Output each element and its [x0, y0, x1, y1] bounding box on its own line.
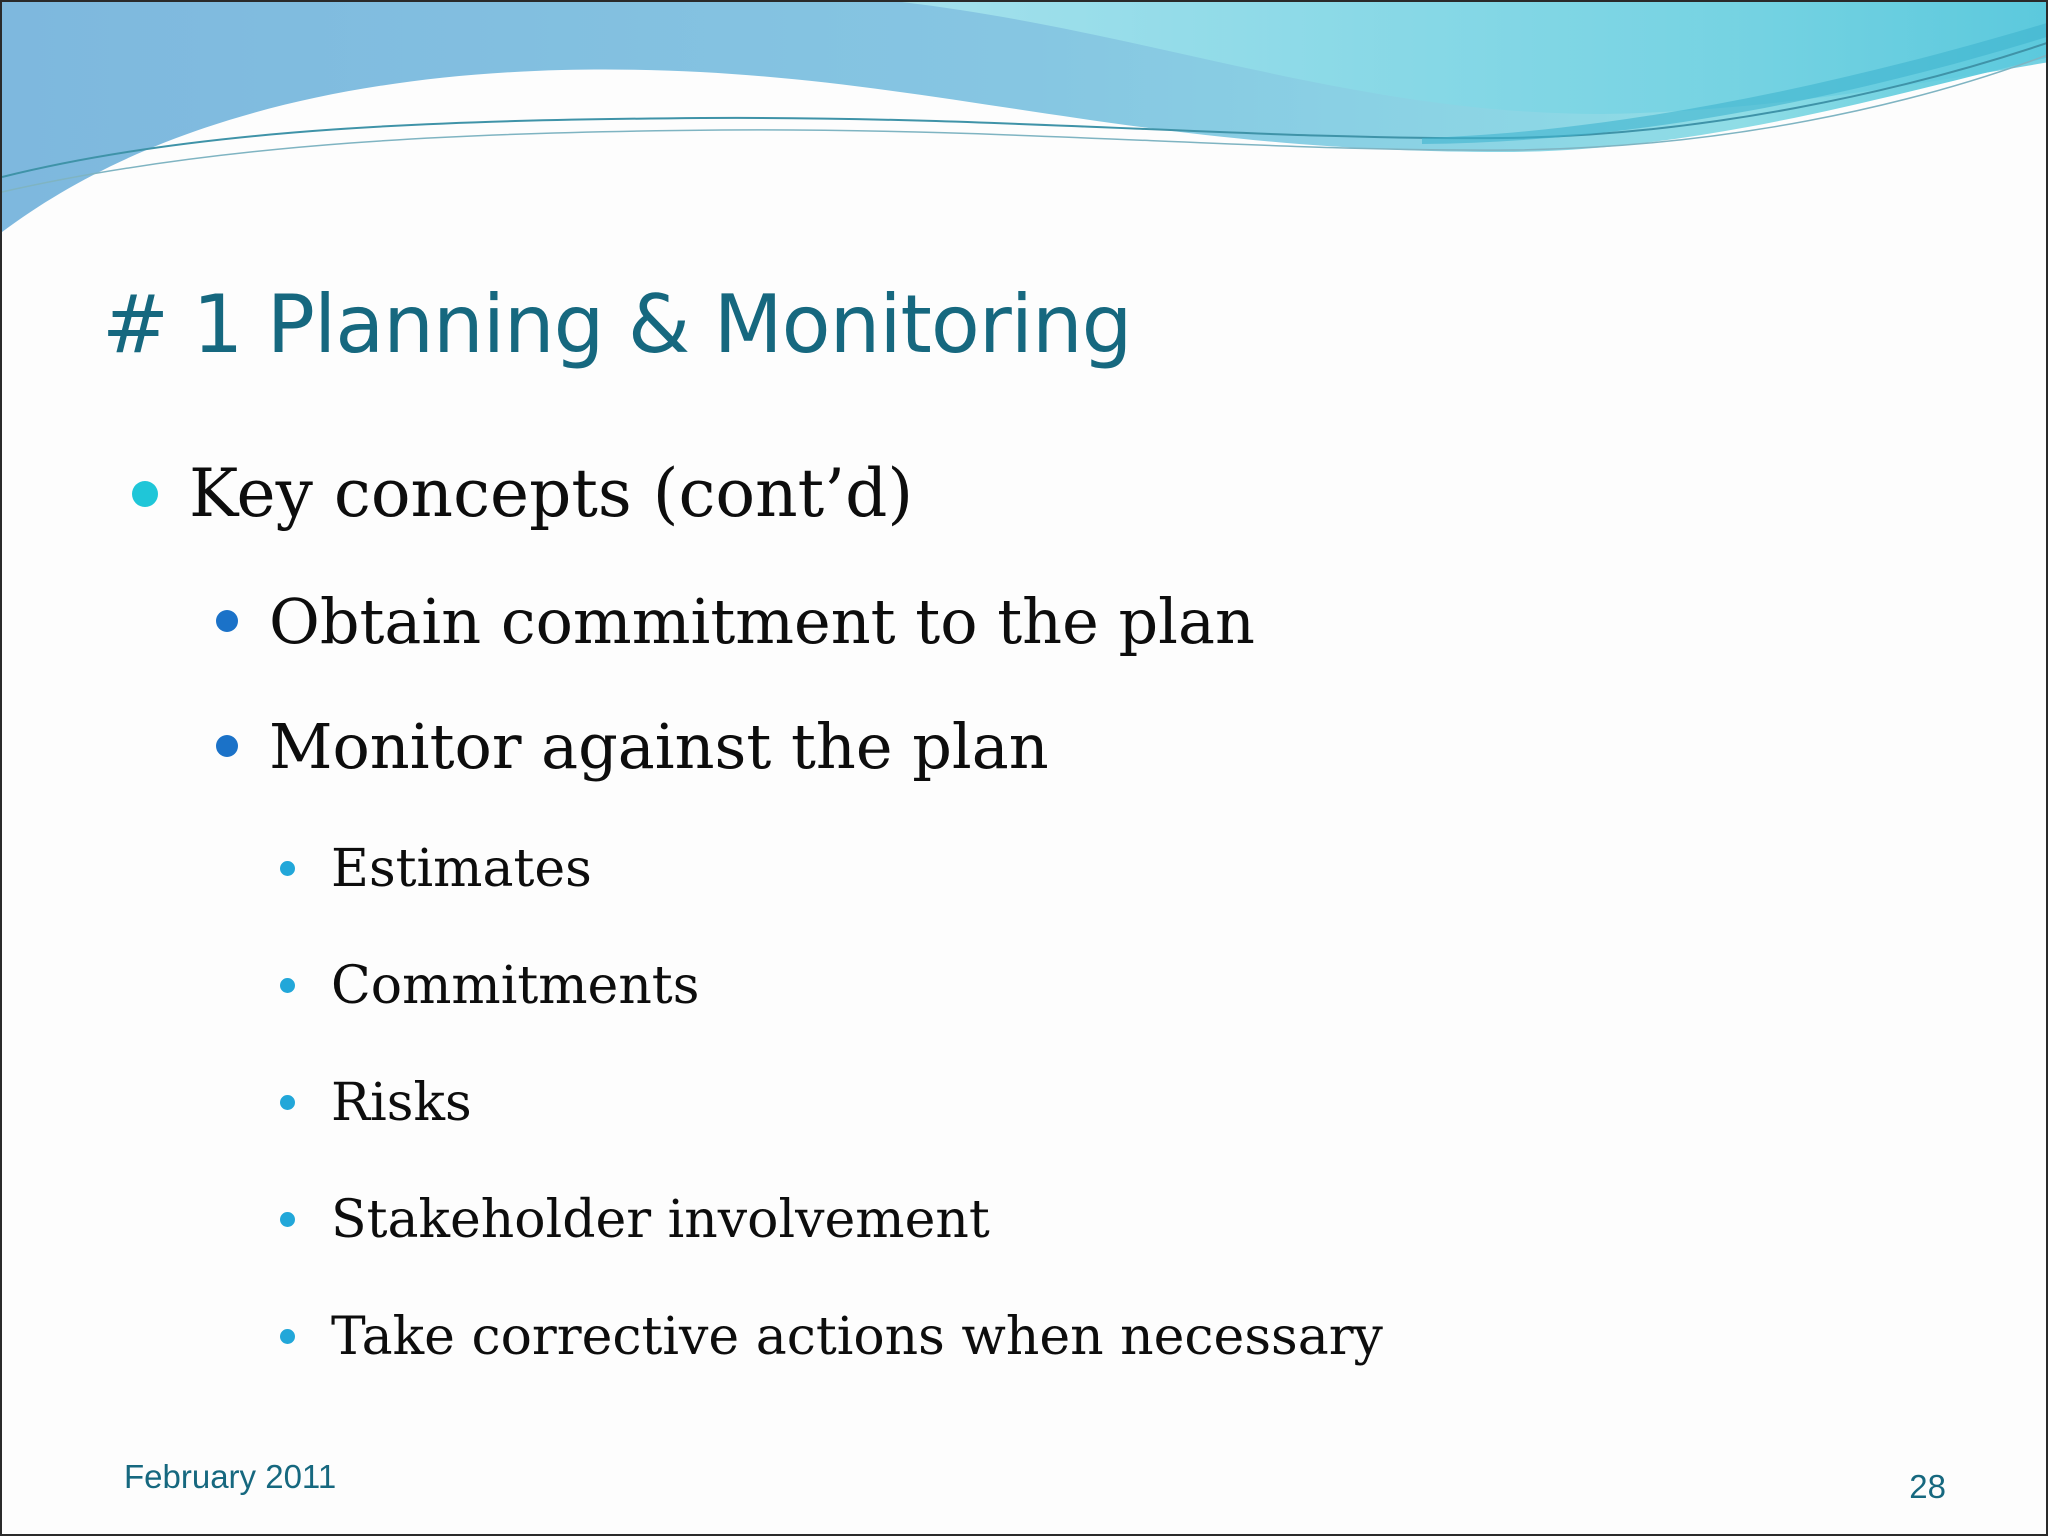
bullet-dot-icon — [280, 861, 295, 876]
bullet-stakeholder-involvement — [331, 1183, 990, 1257]
bullet-text: Take corrective actions when necessary — [331, 1307, 1383, 1367]
footer-date: February 2011 — [124, 1458, 337, 1495]
bullet-dot-icon — [216, 735, 238, 757]
bullet-text: Obtain commitment to the plan — [269, 585, 1255, 658]
bullet-text: Commitments — [331, 956, 700, 1016]
bullet-risks — [331, 1066, 472, 1140]
bullet-dot-icon — [280, 1212, 295, 1227]
bullet-obtain-commitment — [269, 579, 1255, 665]
bullet-list — [2, 2, 2048, 1536]
bullet-monitor-plan — [269, 704, 1049, 790]
bullet-text: Key concepts (cont’d) — [189, 455, 914, 532]
bullet-corrective-actions — [331, 1300, 1383, 1374]
bullet-estimates — [331, 832, 592, 906]
bullet-dot-icon — [132, 481, 158, 507]
bullet-text: Estimates — [331, 839, 592, 899]
bullet-dot-icon — [216, 610, 238, 632]
bullet-dot-icon — [280, 1095, 295, 1110]
bullet-dot-icon — [280, 1329, 295, 1344]
bullet-dot-icon — [280, 978, 295, 993]
bullet-commitments — [331, 949, 699, 1023]
slide-title: # 1 Planning & Monitoring — [102, 278, 1132, 371]
bullet-key-concepts — [189, 449, 913, 539]
bullet-text: Stakeholder involvement — [331, 1190, 990, 1250]
page-number: 28 — [1909, 1468, 1946, 1505]
bullet-text: Risks — [331, 1073, 472, 1133]
bullet-text: Monitor against the plan — [269, 710, 1049, 783]
